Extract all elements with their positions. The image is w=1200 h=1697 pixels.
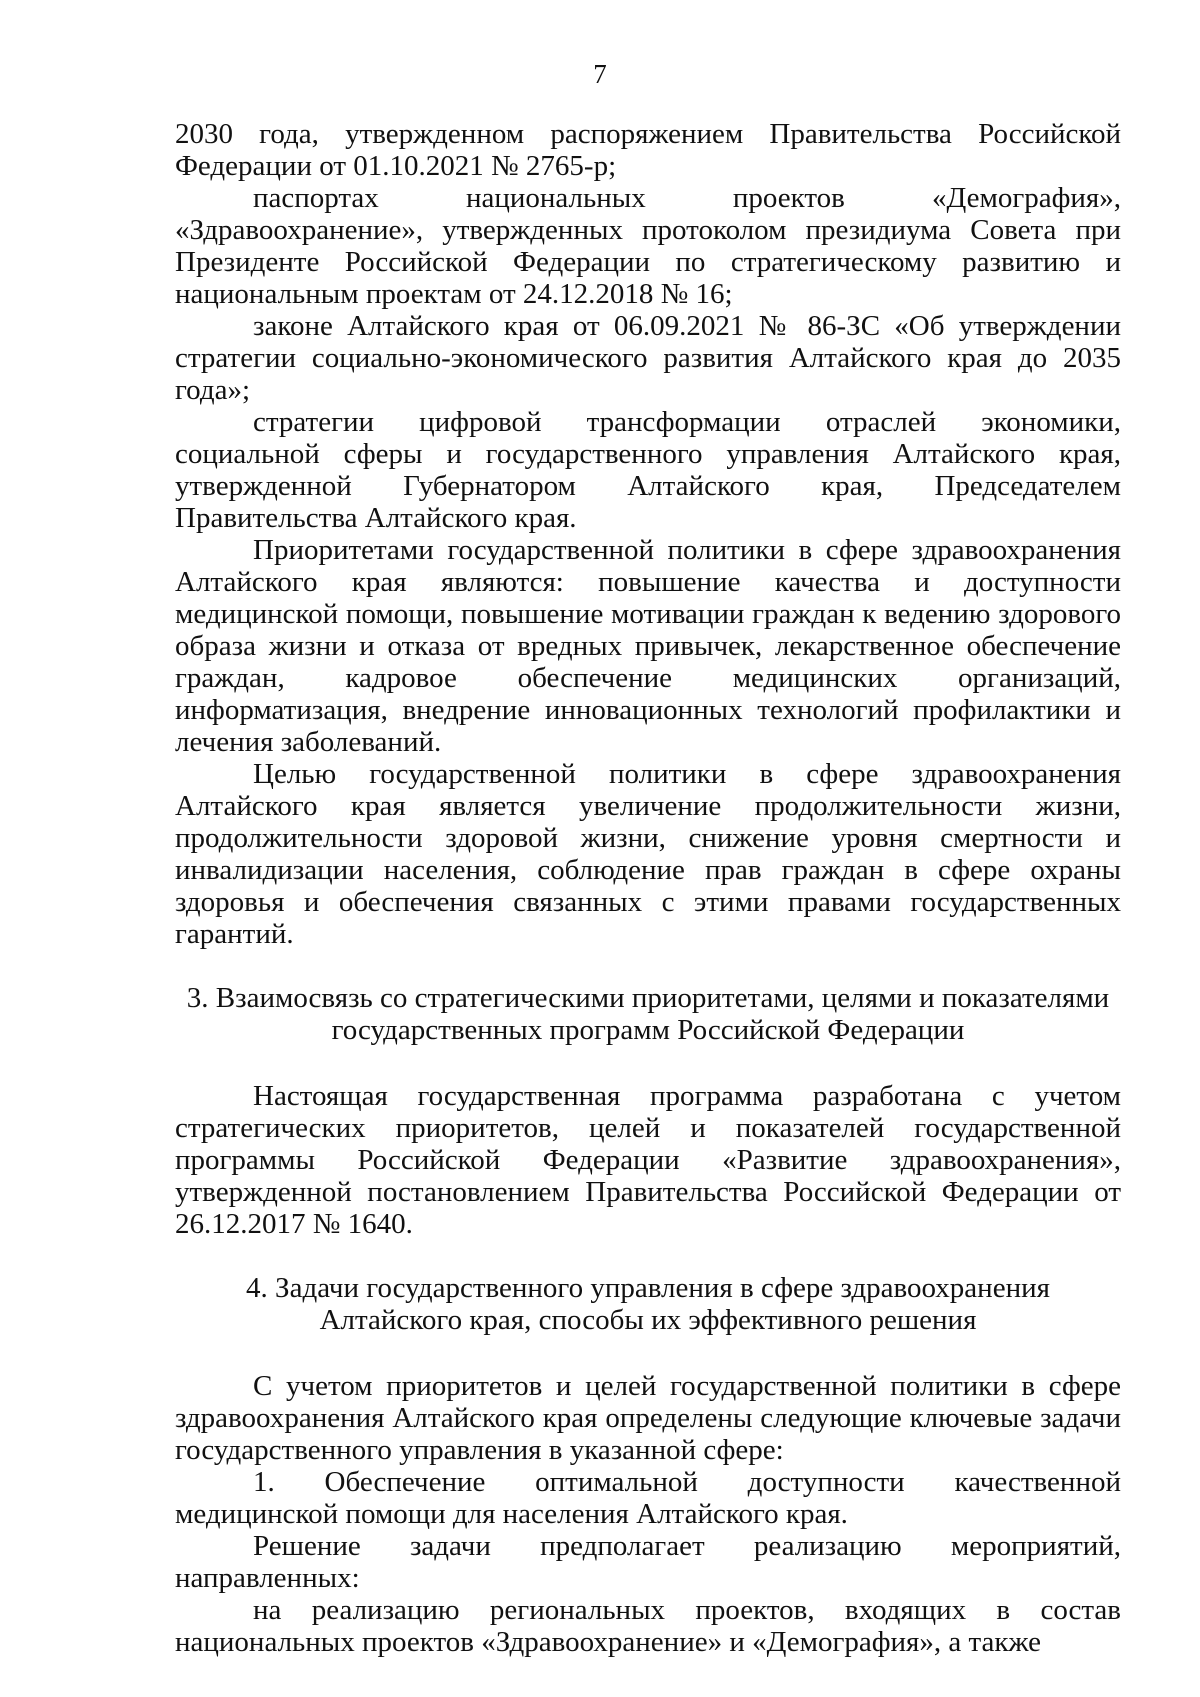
spacer	[175, 1046, 1121, 1080]
paragraph-task-solution: Решение задачи предполагает реализацию мероприятий, направленных:	[175, 1530, 1121, 1594]
paragraph-strategy-2030: 2030 года, утвержденном распоряжением Правительства Российской Федерации от 01.10.2021 № 2765-р;	[175, 118, 1121, 182]
section-4-heading-line-2: Алтайского края, способы их эффективного решения	[319, 1304, 977, 1336]
section-4-heading-line-1: 4. Задачи государственного управления в сфере здравоохранения	[246, 1272, 1050, 1304]
spacer	[175, 1240, 1121, 1272]
spacer	[175, 1336, 1121, 1370]
page-number: 7	[593, 59, 607, 89]
spacer	[175, 950, 1121, 982]
paragraph-priorities: Приоритетами государственной политики в сфере здравоохранения Алтайского края являются: повышение качества и доступности медицинской помощи, повышение мотивации граждан к ведению здорового образа жизни и отказа от вредных привычек, лекарственное обеспечение граждан, кадровое обеспечение медицинских организаций, информатизация, внедрение инновационных технологий профилактики и лечения заболеваний.	[175, 534, 1121, 758]
section-3-heading-line-2: государственных программ Российской Федерации	[331, 1014, 965, 1046]
section-3-heading-line-1: 3. Взаимосвязь со стратегическими приоритетами, целями и показателями	[186, 982, 1110, 1014]
paragraph-regional-projects: на реализацию региональных проектов, входящих в состав национальных проектов «Здравоохранение» и «Демография», а также	[175, 1594, 1121, 1658]
section-3-heading	[175, 982, 1121, 1046]
paragraph-section-3: Настоящая государственная программа разработана с учетом стратегических приоритетов, целей и показателей государственной программы Российской Федерации «Развитие здравоохранения», утвержденной постановлением Правительства Российской Федерации от 26.12.2017 № 1640.	[175, 1080, 1121, 1240]
paragraph-goal: Целью государственной политики в сфере здравоохранения Алтайского края является увеличение продолжительности жизни, продолжительности здоровой жизни, снижение уровня смертности и инвалидизации населения, соблюдение прав граждан в сфере охраны здоровья и обеспечения связанных с этими правами государственных гарантий.	[175, 758, 1121, 950]
paragraph-task-1: 1. Обеспечение оптимальной доступности качественной медицинской помощи для населения Алтайского края.	[175, 1466, 1121, 1530]
paragraph-key-tasks: С учетом приоритетов и целей государственной политики в сфере здравоохранения Алтайского края определены следующие ключевые задачи государственного управления в указанной сфере:	[175, 1370, 1121, 1466]
section-4-heading	[175, 1272, 1121, 1336]
paragraph-altai-law: законе Алтайского края от 06.09.2021 № 86-ЗС «Об утверждении стратегии социально-экономического развития Алтайского края до 2035 года»;	[175, 310, 1121, 406]
paragraph-national-projects: паспортах национальных проектов «Демография», «Здравоохранение», утвержденных протоколом президиума Совета при Президенте Российской Федерации по стратегическому развитию и национальным проектам от 24.12.2018 № 16;	[175, 182, 1121, 310]
paragraph-digital-strategy: стратегии цифровой трансформации отраслей экономики, социальной сферы и государственного управления Алтайского края, утвержденной Губернатором Алтайского края, Председателем Правительства Алтайского края.	[175, 406, 1121, 534]
document-body	[175, 118, 1121, 1658]
